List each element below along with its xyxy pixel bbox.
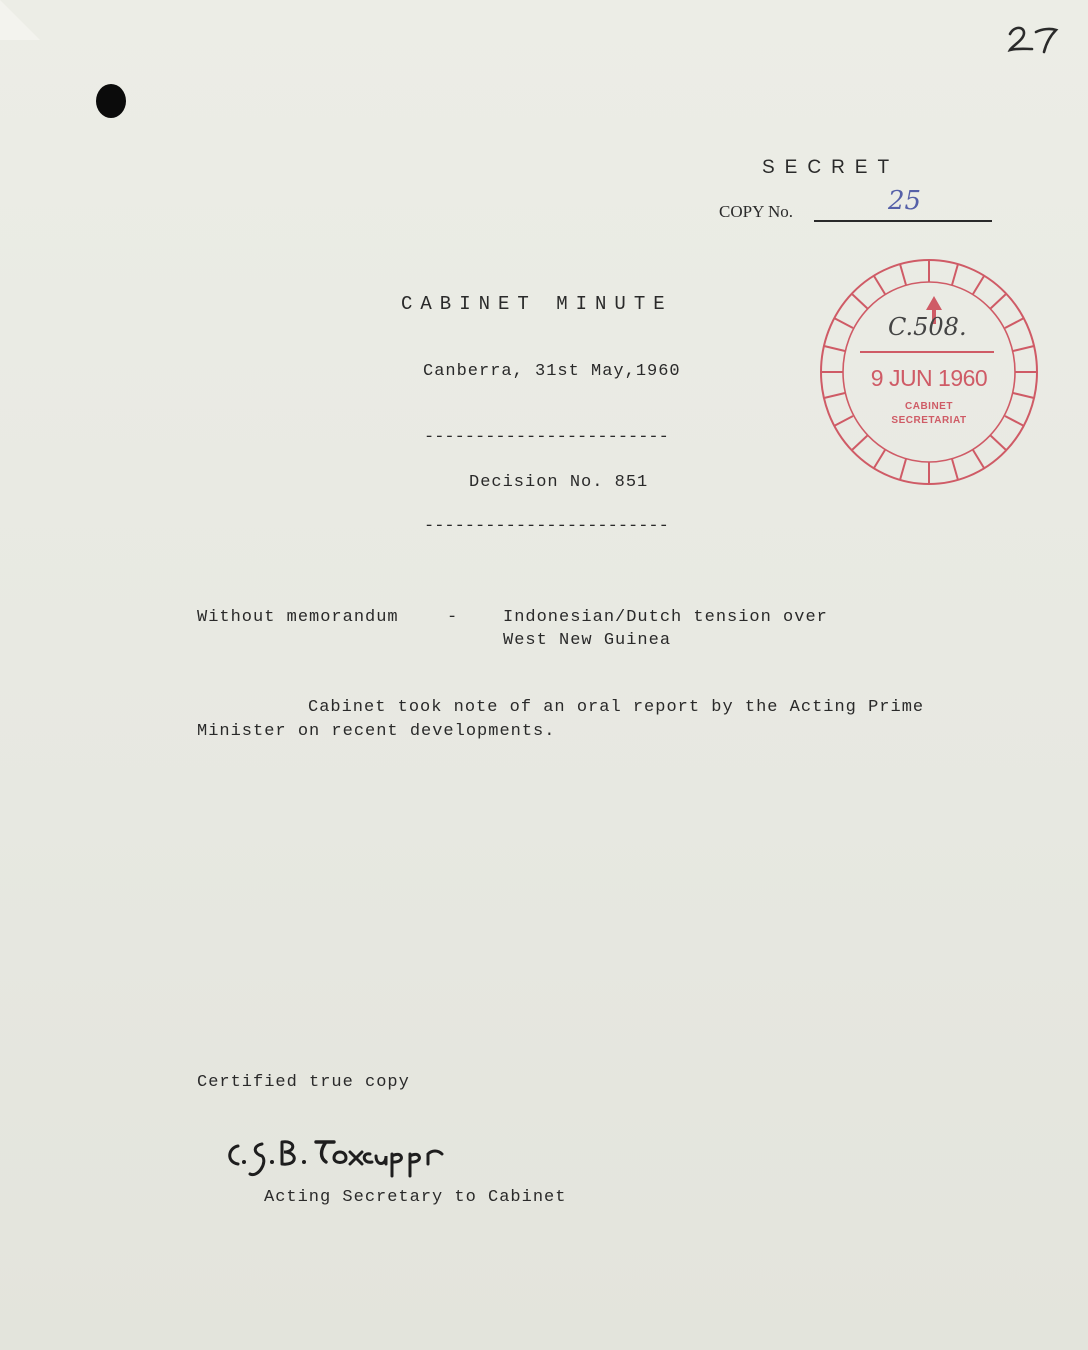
stamp-date: 9 JUN 1960 <box>870 365 988 391</box>
handwritten-page-number <box>1004 18 1064 58</box>
body-line-2: Minister on recent developments. <box>197 722 556 741</box>
subject-memorandum: Without memorandum <box>197 608 399 627</box>
subject-line-2: West New Guinea <box>503 631 672 650</box>
divider-bottom: ------------------------ <box>424 517 669 536</box>
copy-number-label: COPY No. <box>719 202 793 221</box>
copy-number-handwritten: 25 <box>888 186 922 216</box>
signature <box>222 1132 472 1184</box>
punch-hole <box>96 84 126 118</box>
subject-line-1: Indonesian/Dutch tension over <box>503 608 828 627</box>
place-date: Canberra, 31st May,1960 <box>423 362 681 381</box>
body-line-1: Cabinet took note of an oral report by the Acting Prime <box>308 698 925 717</box>
certified-copy-label: Certified true copy <box>197 1073 410 1092</box>
stamp-reference: C.508. <box>888 313 967 341</box>
signatory-title: Acting Secretary to Cabinet <box>264 1188 567 1207</box>
divider-top: ------------------------ <box>424 428 669 447</box>
classification-label: SECRET <box>762 157 900 178</box>
decision-number: Decision No. 851 <box>469 473 649 492</box>
received-stamp <box>818 258 1040 486</box>
subject-separator: - <box>447 608 459 627</box>
stamp-org-line-1: CABINET <box>905 401 953 412</box>
stamp-org-line-2: SECRETARIAT <box>891 415 967 426</box>
copy-number-underline <box>814 220 992 222</box>
document-title: CABINET MINUTE <box>401 293 673 315</box>
corner-fold <box>0 0 40 40</box>
